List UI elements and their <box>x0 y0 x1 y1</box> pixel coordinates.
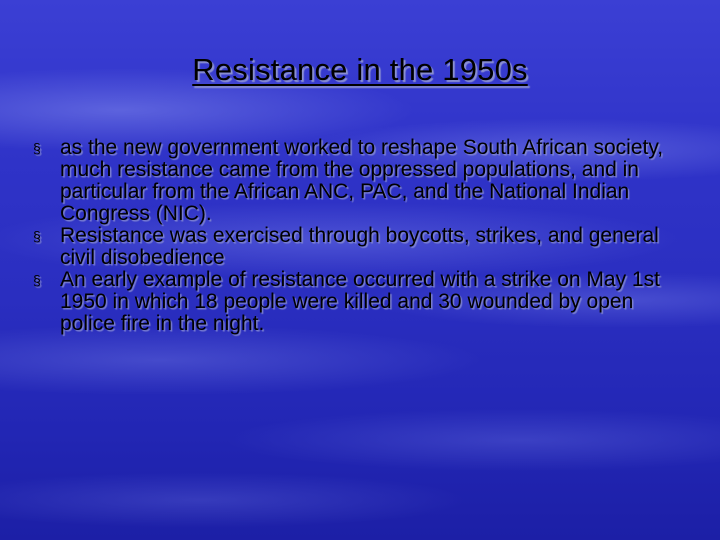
bullet-item-1 <box>33 137 683 225</box>
bullet-text: Resistance was exercised through boycotts, strikes, and general civil disobedience <box>60 224 659 269</box>
bullet-list <box>33 137 683 335</box>
bullet-marker-icon: § <box>33 272 41 288</box>
bullet-text: as the new government worked to reshape South African society, much resistance came from the oppressed populations, and in particular from the African ANC, PAC, and the National Indian Congress (NIC). <box>60 136 664 225</box>
bullet-marker-icon: § <box>33 140 41 156</box>
bullet-marker-icon: § <box>33 228 41 244</box>
bullet-item-2 <box>33 225 683 269</box>
bullet-text: An early example of resistance occurred with a strike on May 1st 1950 in which 18 people were killed and 30 wounded by open police fire in the night. <box>60 268 660 335</box>
bullet-item-3 <box>33 269 683 335</box>
slide-title: Resistance in the 1950s <box>192 52 528 87</box>
